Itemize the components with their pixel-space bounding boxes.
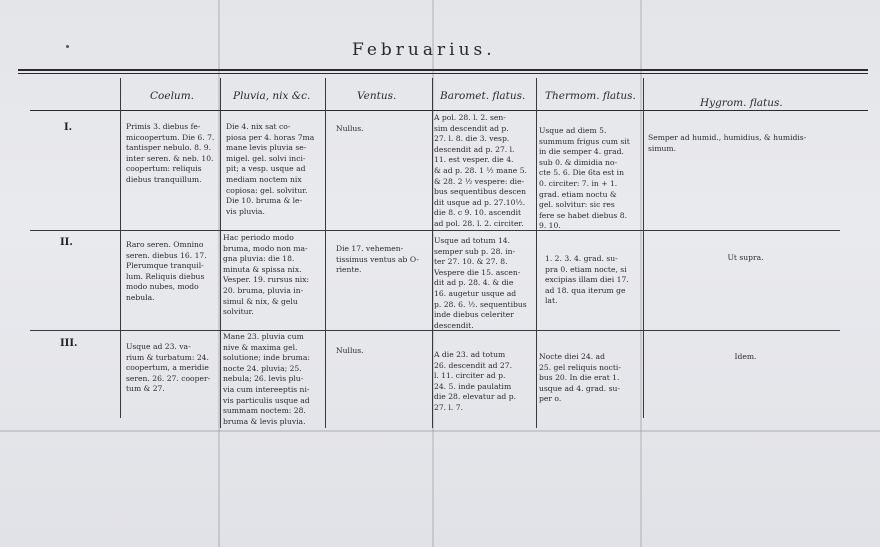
ink-dot xyxy=(66,45,69,48)
top-double-rule xyxy=(18,69,868,71)
column-divider xyxy=(325,78,326,428)
cell-hygrom: Idem. xyxy=(734,352,757,361)
column-divider xyxy=(120,78,121,418)
fold-line xyxy=(0,430,880,432)
cell-baromet: Usque ad totum 14. semper sub p. 28. in- ter 27. 10. & 27. 8. Vespere die 15. ascen- dit ad p. 28. 4. & die 16. augetur usque ad p. 28. 6. ½. sequentibus inde diebus celeriter descendit. xyxy=(434,236,527,330)
cell-thermom: Nocte diei 24. ad 25. gel reliquis nocti- bus 20. In die erat 1. usque ad 4. grad. su- per o. xyxy=(539,352,621,404)
cell-baromet: A pol. 28. l. 2. sen- sim descendit ad p. 27. l. 8. die 3. vesp. descendit ad p. 27. l. 11. est vesper. die 4. & ad p. 28. 1 ½ mane 5. & 28. 2 ½ vespere: die- bus sequentibus descen dit usque ad p. 27.10½. die 8. c 9. 10. ascendit ad pol. 28. l. 2. circiter. xyxy=(434,113,527,228)
header-thermom: Thermom. flatus. xyxy=(545,90,636,102)
column-divider xyxy=(220,78,221,428)
cell-pluvia: Mane 23. pluvia cum nive & maxima gel. solutione; inde bruma: nocte 24. pluvia; 25. nebula; 26. levis plu- via cum intereeptis ni- vis particulis usque ad summam noctem: 28. bruma & levis pluvia. xyxy=(223,332,310,426)
cell-pluvia: Die 4. nix sat co- piosa per 4. horas 7ma mane levis pluvia se- migel. gel. solvi inci- pit; a vesp. usque ad mediam noctem nix copiosa: gel. solvitur. Die 10. bruma & le- vis pluvia. xyxy=(226,122,315,216)
cell-coelum: Raro seren. Omnino seren. diebus 16. 17. Plerumque tranquil- lum. Reliquis diebus modo nubes, modo nebula. xyxy=(126,240,207,302)
cell-thermom: Usque ad diem 5. summum frigus cum sit in die semper 4. grad. sub 0. & dimidia no- cte 5. 6. Die 6ta est in 0. circiter: 7. in + 1. grad. etiam noctu & gel. solvitur: sic res fere se habet diebus 8. 9. 10. xyxy=(539,126,630,230)
header-hygrom: Hygrom. flatus. xyxy=(700,97,783,109)
header-rule xyxy=(30,110,868,111)
cell-pluvia: Hac periodo modo bruma, modo non ma- gna pluvia: die 18. minuta & spissa nix. Vesper. 19. rursus nix: 20. bruma, pluvia in- simul & nix, & gelu solvitur. xyxy=(223,233,310,317)
cell-coelum: Primis 3. diebus fe- micoopertum. Die 6. 7. tantisper nebulo. 8. 9. inter seren. & neb. 10. coopertum: reliquis diebus tranquillum. xyxy=(126,122,215,184)
cell-ventus: Die 17. vehemen- tissimus ventus ab O- riente. xyxy=(336,244,419,275)
header-pluvia: Pluvia, nix &c. xyxy=(233,90,311,102)
cell-coelum: Usque ad 23. va- rium & turbatum: 24. coopertum, a meridie seren. 26. 27. cooper- tum & 27. xyxy=(126,342,211,394)
column-divider xyxy=(432,78,433,428)
cell-ventus: Nullus. xyxy=(336,346,364,355)
header-coelum: Coelum. xyxy=(150,90,194,102)
cell-ventus: Nullus. xyxy=(336,124,364,133)
cell-hygrom: Semper ad humid., humidius, & humidis- simum. xyxy=(648,133,807,153)
row-number: I. xyxy=(64,122,73,133)
top-double-rule xyxy=(18,73,868,74)
row-number: II. xyxy=(60,237,73,248)
row-number: III. xyxy=(60,338,78,349)
column-divider xyxy=(643,78,644,418)
header-ventus: Ventus. xyxy=(357,90,397,102)
column-divider xyxy=(536,78,537,428)
page-title: Februarius. xyxy=(352,40,496,60)
header-baromet: Baromet. flatus. xyxy=(440,90,526,102)
cell-baromet: A die 23. ad totum 26. descendit ad 27. l. 11. circiter ad p. 24. 5. inde paulatim die 28. elevatur ad p. 27. l. 7. xyxy=(434,350,516,412)
cell-hygrom: Ut supra. xyxy=(727,253,764,262)
cell-thermom: 1. 2. 3. 4. grad. su- pra 0. etiam nocte, si excipias illam diei 17. ad 18. qua iterum ge lat. xyxy=(545,254,629,306)
